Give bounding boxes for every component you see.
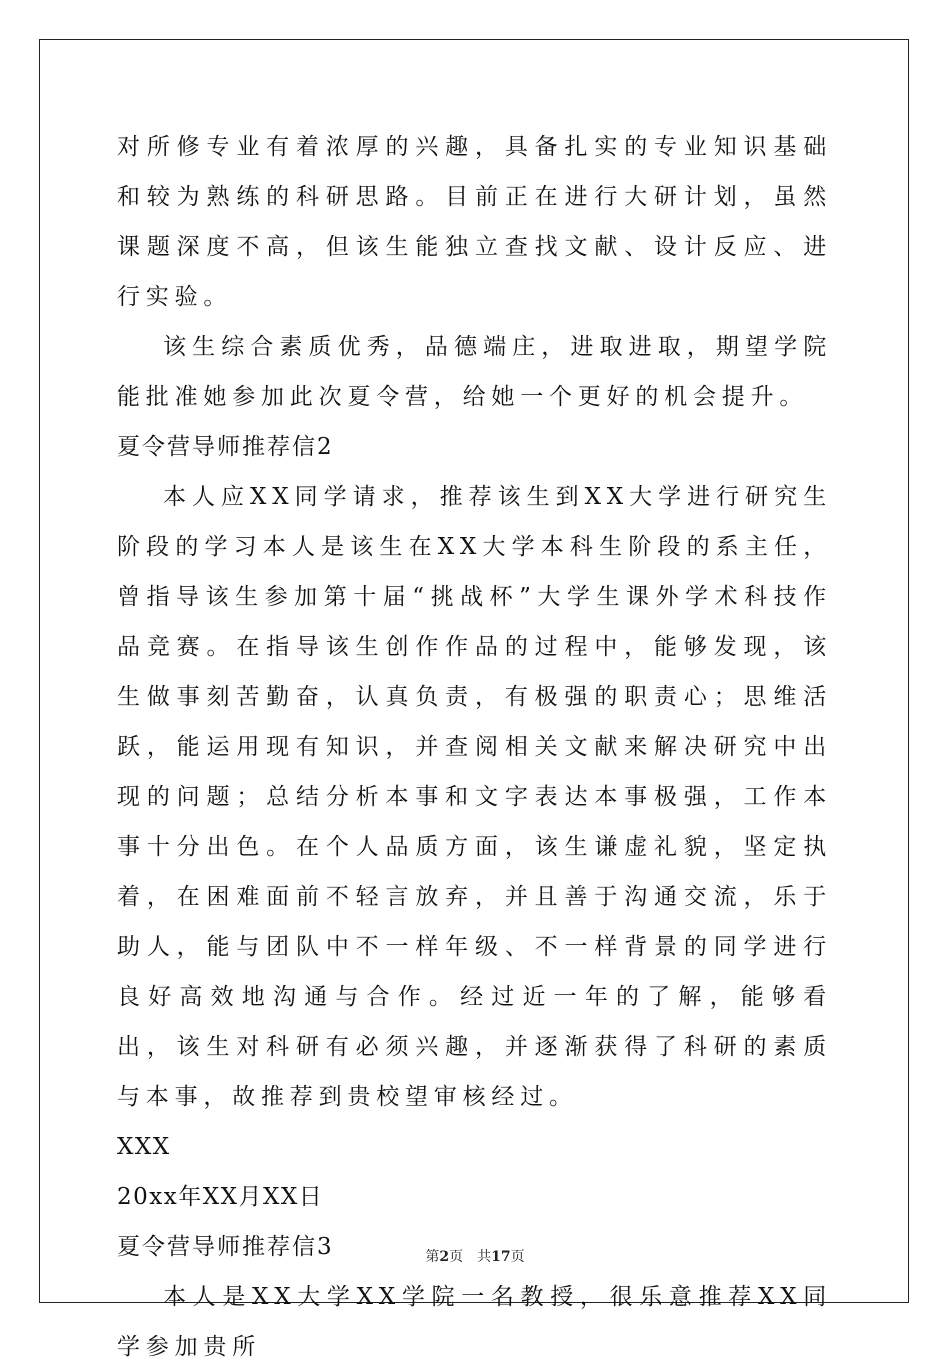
section-heading-letter-2: 夏令营导师推荐信2 xyxy=(117,434,334,460)
paragraph-letter-3-body: 本人是XX大学XX学院一名教授，很乐意推荐XX同学参加贵所 xyxy=(117,1284,832,1360)
page-suffix: 页 xyxy=(449,1249,464,1265)
signature-name: XXX xyxy=(117,1134,171,1160)
total-suffix: 页 xyxy=(510,1249,525,1265)
paragraph-letter-2-body: 本人应XX同学请求，推荐该生到XX大学进行研究生阶段的学习本人是该生在XX大学本科生阶段的系主任，曾指导该生参加第十届“挑战杯”大学生课外学术科技作品竞赛。在指导该生创作作品的过程中，能够发现，该生做事刻苦勤奋，认真负责，有极强的职责心；思维活跃，能运用现有知识，并查阅相关文献来解决研究中出现的问题；总结分析本事和文字表达本事极强，工作本事十分出色。在个人品质方面，该生谦虚礼貌，坚定执着，在困难面前不轻言放弃，并且善于沟通交流，乐于助人，能与团队中不一样年级、不一样背景的同学进行良好高效地沟通与合作。经过近一年的了解，能够看出，该生对科研有必须兴趣，并逐渐获得了科研的素质与本事，故推荐到贵校望审核经过。 xyxy=(117,484,832,1110)
section-heading-letter-3: 夏令营导师推荐信3 xyxy=(117,1234,334,1260)
page-prefix: 第 xyxy=(425,1249,440,1265)
signature-date: 20xx年XX月XX日 xyxy=(117,1184,324,1210)
page-footer xyxy=(0,1246,950,1266)
total-prefix: 共 xyxy=(477,1249,492,1265)
total-pages: 17 xyxy=(491,1249,511,1265)
paragraph-recommendation-closing: 该生综合素质优秀，品德端庄，进取进取，期望学院能批准她参加此次夏令营，给她一个更好的机会提升。 xyxy=(117,334,832,410)
paragraph-continuation: 对所修专业有着浓厚的兴趣，具备扎实的专业知识基础和较为熟练的科研思路。目前正在进行大研计划，虽然课题深度不高，但该生能独立查找文献、设计反应、进行实验。 xyxy=(117,134,832,310)
page-number: 2 xyxy=(439,1249,450,1265)
document-body xyxy=(117,122,832,1372)
